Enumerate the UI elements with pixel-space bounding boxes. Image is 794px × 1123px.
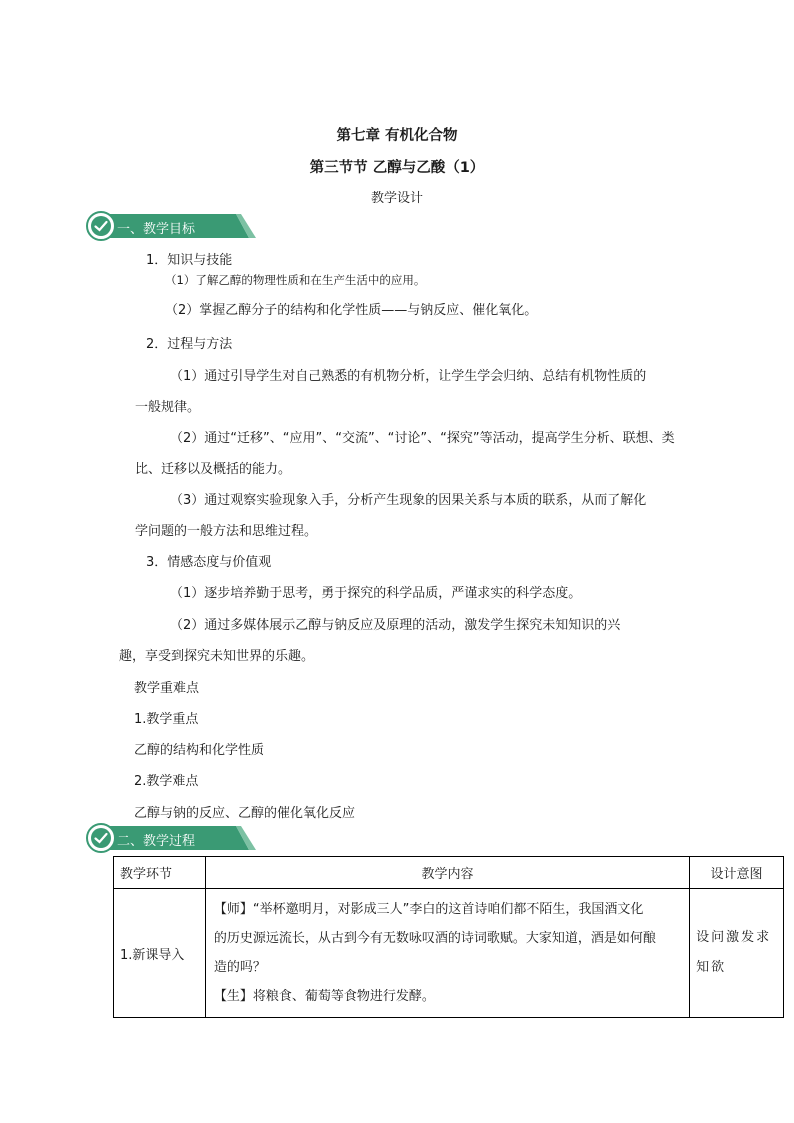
goal-item-continued: 学问题的一般方法和思维过程。 (135, 524, 318, 539)
goal-item: （1）逐步培养勤于思考，勇于探究的科学品质，严谨求实的科学态度。 (170, 586, 582, 601)
content-cell (205, 889, 689, 1018)
table-header-cell: 设计意图 (690, 857, 784, 889)
goal-heading-process: 2．过程与方法 (146, 337, 233, 352)
section-title: 第三节节 乙醇与乙酸（1） (309, 160, 485, 176)
key-points-heading: 教学重难点 (134, 681, 200, 696)
table-row (114, 889, 784, 1018)
goal-heading-values: 3．情感态度与价值观 (146, 555, 272, 570)
intent-line: 设问激发求 (696, 930, 772, 945)
focus-heading: 1.教学重点 (134, 712, 199, 727)
goal-item: （1）通过引导学生对自己熟悉的有机物分析，让学生学会归纳、总结有机物性质的 (170, 369, 647, 384)
content-line: 【生】将粮食、葡萄等食物进行发酵。 (213, 989, 435, 1004)
check-circle-icon (87, 824, 115, 852)
difficulty-text: 乙醇与钠的反应、乙醇的催化氧化反应 (134, 806, 356, 821)
check-circle-icon (87, 212, 115, 240)
content-line: 造的吗？ (213, 960, 266, 975)
content-line: 的历史源远流长，从古到今有无数咏叹酒的诗词歌赋。大家知道，酒是如何酿 (213, 931, 656, 946)
goal-item: （2）通过多媒体展示乙醇与钠反应及原理的活动，激发学生探究未知知识的兴 (170, 618, 621, 633)
goal-item: （3）通过观察实验现象入手，分析产生现象的因果关系与本质的联系，从而了解化 (170, 493, 647, 508)
goal-heading-knowledge: 1．知识与技能 (146, 253, 233, 268)
intent-line: 知欲 (696, 960, 727, 975)
stage-cell: 1.新课导入 (114, 889, 206, 1018)
goal-item: （2）掌握乙醇分子的结构和化学性质——与钠反应、催化氧化。 (165, 303, 538, 318)
focus-text: 乙醇的结构和化学性质 (134, 743, 265, 758)
table-header-cell: 教学环节 (114, 857, 206, 889)
document-type: 教学设计 (370, 191, 423, 206)
goal-item-continued: 趣，享受到探究未知世界的乐趣。 (119, 649, 315, 664)
table-header-row (114, 857, 784, 889)
table-header-cell: 教学内容 (205, 857, 689, 889)
chapter-title: 第七章 有机化合物 (336, 128, 458, 144)
teaching-process-table (113, 856, 784, 1018)
intent-cell (690, 889, 784, 1018)
section-banner-process (86, 823, 261, 853)
banner-label: 二、教学过程 (117, 834, 196, 849)
goal-item-continued: 一般规律。 (135, 400, 201, 415)
banner-label: 一、教学目标 (117, 222, 196, 237)
section-banner-objectives (86, 211, 261, 241)
goal-item: （1）了解乙醇的物理性质和在生产生活中的应用。 (165, 273, 426, 287)
goal-item: （2）通过“迁移”、“应用”、“交流”、“讨论”、“探究”等活动，提高学生分析、联想、类 (170, 431, 675, 446)
content-line: 【师】“举杯邀明月，对影成三人”李白的这首诗咱们都不陌生，我国酒文化 (213, 902, 644, 917)
difficulty-heading: 2.教学难点 (134, 774, 199, 789)
goal-item-continued: 比、迁移以及概括的能力。 (135, 462, 292, 477)
